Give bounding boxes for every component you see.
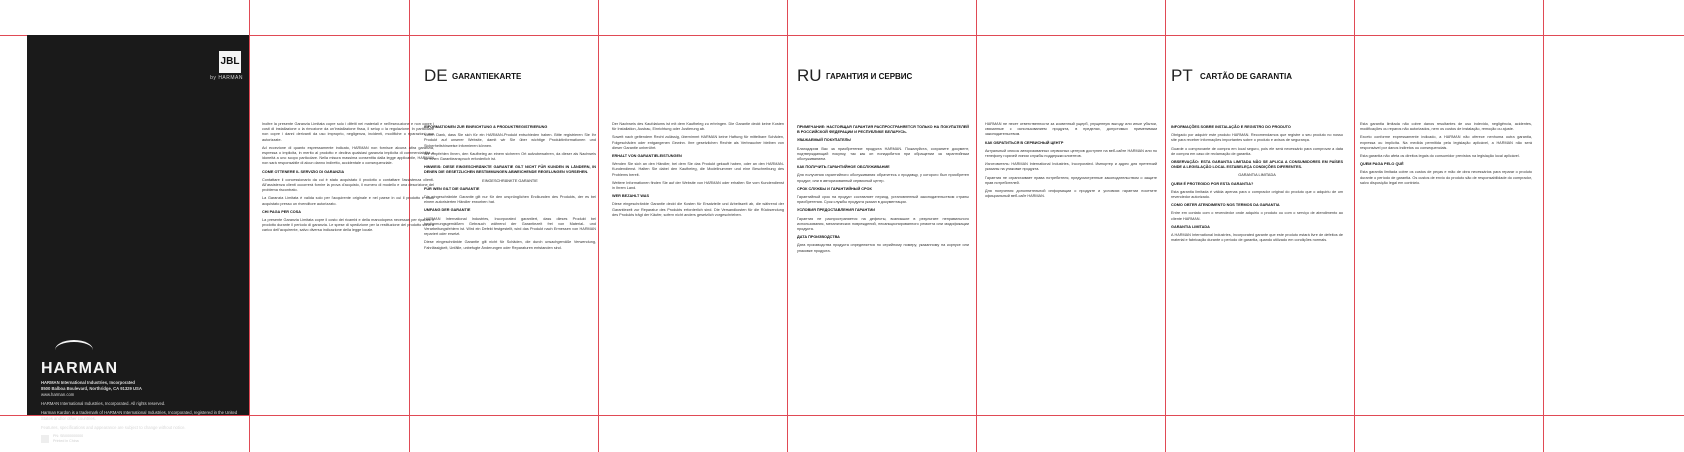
body-paragraph: Der Nachweis des Kaufdatums ist mit dem Kaufbeleg zu erbringen. Die Garantie deckt keine Kosten für Installation, Ausbau, Einrichtung oder Justierung ab. [612,122,784,132]
company-address: 8500 Balboa Boulevard, Northridge, CA 91329 USA [41,386,142,391]
section-heading: ERHALT VON GARANTIELEISTUNGEN [612,154,682,159]
fold-line-1 [249,0,250,452]
fold-line-6 [1165,0,1166,452]
fold-line-7 [1354,0,1355,452]
body-paragraph: Гарантийный срок на продукт составляет период, установленный законодательством страны приобретения. Срок службы продукта указан в документации. [797,195,969,205]
section-heading: КАК ОБРАТИТЬСЯ В СЕРВИСНЫЙ ЦЕНТР [985,140,1064,145]
section-heading: COME OTTENERE IL SERVIZIO DI GARANZIA [262,169,345,174]
section-heading: COMO OBTER ATENDIMENTO NOS TERMOS DA GARANTIA [1171,203,1280,208]
body-paragraph: Exceto conforme expressamente indicado, a HARMAN não oferece nenhuma outra garantia, expressa ou implícita. Na medida permitida pela legislação aplicável, a HARMAN não será responsável por danos indiretos ou consequenciais. [1360,135,1532,150]
fold-line-5 [976,0,977,452]
section-heading: INFORMATIONEN ZUR EINRICHTUNG & PRODUKTREGISTRIERUNG [424,125,548,129]
body-paragraph: Изготовитель: HARMAN International Industries, Incorporated. Импортер и адрес для претензий указаны на упаковке продукта. [985,162,1157,172]
section-heading: CHI PAGA PER COSA [262,209,302,214]
section-heading: QUEM É PROTEGIDO POR ESTA GARANTIA? [1171,181,1254,186]
fold-line-top [0,35,1684,36]
body-paragraph: Die eingeschränkte Garantie gilt nur für den ursprünglichen Endkunden des Produkts, der es bei einem autorisierten Händler erworben hat. [424,195,596,205]
body-paragraph: Obrigado por adquirir este produto HARMAN. Recomendamos que registre o seu produto no nosso site para receber informações importantes sobre o produto e avisos de segurança. [1171,133,1343,143]
jbl-byline: by HARMAN [210,75,243,81]
body-paragraph: HARMAN не несет ответственности за косвенный ущерб, упущенную выгоду или иные убытки, связанные с использованием продукта, в пределах, допустимых применимым законодательством. [985,122,1157,137]
text-column-pt [1171,122,1343,246]
text-column-ru [797,122,969,257]
body-paragraph: Diese eingeschränkte Garantie gilt nicht für Schäden, die durch unsachgemäße Verwendung, Fahrlässigkeit, Unfälle, unbefugte Änderungen oder Reparaturen entstanden sind. [424,240,596,250]
body-paragraph: La presente Garanzia Limitata copre il costo dei ricambi e della manodopera necessari per riparare il prodotto durante il periodo di garanzia. Le spese di spedizione per la restituzione del prodotto sono a carico dell'acquirente, salvo diversa indicazione della legge locale. [262,218,434,233]
body-paragraph: Wenden Sie sich an den Händler, bei dem Sie das Produkt gekauft haben, oder an den HARMAN-Kundendienst. Halten Sie dabei den Kaufbeleg, die Modellnummer und eine Beschreibung des Problems bereit. [612,162,784,177]
fold-line-3 [598,0,599,452]
body-paragraph: La Garanzia Limitata è valida solo per l'acquirente originale e nel paese in cui il prodotto è stato acquistato presso un rivenditore autorizzato. [262,196,434,206]
text-column-ru-2 [985,122,1157,202]
section-heading: EINGESCHRÄNKTE GARANTIE [482,178,538,183]
section-heading: UMFANG DER GARANTIE [424,208,471,213]
section-heading: OBSERVAÇÃO: ESTA GARANTIA LIMITADA NÃO SE APLICA A CONSUMIDORES EM PAÍSES ONDE A LEGISLAÇÃO LOCAL ESTABELEÇA CONDIÇÕES DIFERENTES. [1171,160,1343,170]
qr-code-icon [41,435,49,443]
section-heading: ДАТА ПРОИЗВОДСТВА [797,235,840,240]
body-paragraph: Wir empfehlen Ihnen, den Kaufbeleg an einem sicheren Ort aufzubewahren, da dieser als Nachweis für einen Garantieanspruch erforderlich ist. [424,151,596,162]
section-title-ru: ГАРАНТИЯ И СЕРВИС [826,72,913,81]
text-column-de [424,122,596,254]
section-heading: СРОК СЛУЖБЫ И ГАРАНТИЙНЫЙ СРОК [797,186,872,191]
body-paragraph: Inoltre la presente Garanzia Limitata copre solo i difetti nei materiali e nell'esecuzione e non copre i costi di installazione o la rimozione da un'installazione fissa, il setup o la regolazione. In particolare non copre i danni derivanti da uso improprio, negligenza, incidenti, modifiche o riparazioni non autorizzate. [262,122,434,142]
change-notice: Features, specifications and appearance are subject to change without notice. [41,425,186,430]
section-heading: КАК ПОЛУЧИТЬ ГАРАНТИЙНОЕ ОБСЛУЖИВАНИЕ [797,165,890,170]
text-column-pt-2 [1360,122,1532,189]
section-title-pt: CARTÃO DE GARANTIA [1200,72,1292,81]
fold-line-4 [787,0,788,452]
body-paragraph: Дата производства продукта определяется по серийному номеру, указанному на корпусе или упаковке продукта. [797,243,969,253]
body-paragraph: Diese eingeschränkte Garantie deckt die Kosten für Ersatzteile und Arbeitszeit ab, die während der Garantiezeit zur Reparatur des Produkts erforderlich sind. Die Versandkosten für die Rücksendung des Produkts trägt der Käufer, sofern nicht anders gesetzlich vorgeschrieben. [612,202,784,217]
section-heading: INFORMAÇÕES SOBRE INSTALAÇÃO E REGISTRO DO PRODUTO [1171,125,1291,129]
part-info [53,434,83,443]
body-paragraph: Для получения гарантийного обслуживания обратитесь к продавцу, у которого был приобретен продукт, или в авторизованный сервисный центр. [797,173,969,183]
body-paragraph: Guarde o comprovante de compra em local seguro, pois ele será necessário para comprovar a data de compra em caso de reclamação de garantia. [1171,146,1343,156]
body-paragraph: Soweit nach geltendem Recht zulässig, übernimmt HARMAN keine Haftung für mittelbare Schäden, Folgeschäden oder entgangenen Gewinn. Ihre gesetzlichen Rechte als Verbraucher bleiben von dieser Garantie unberührt. [612,135,784,150]
body-paragraph: Entre em contato com o revendedor onde adquiriu o produto ou com o serviço de atendimento ao cliente HARMAN. [1171,211,1343,221]
body-paragraph: Гарантия не распространяется на дефекты, возникшие в результате неправильного использования, механических повреждений, несанкционированного ремонта или модификации продукта. [797,216,969,232]
body-paragraph: Esta garantia limitada cobre os custos de peças e mão de obra necessários para reparar o produto durante o período de garantia. Os custos de envio do produto são de responsabilidade do comprador, salvo disposição legal em contrário. [1360,170,1532,185]
section-heading: ПРИМЕЧАНИЕ: НАСТОЯЩАЯ ГАРАНТИЯ РАСПРОСТРАНЯЕТСЯ ТОЛЬКО НА ПОКУПАТЕЛЕЙ В РОССИЙСКОЙ ФЕДЕРАЦИИ И РЕСПУБЛИКЕ БЕЛАРУСЬ. [797,125,969,135]
print-origin: Printed in China [53,438,79,443]
company-name: HARMAN International Industries, Incorporated [41,380,135,385]
section-heading: QUEM PAGA PELO QUÊ [1360,162,1404,167]
body-paragraph: Vielen Dank, dass Sie sich für ein HARMAN-Produkt entschieden haben. Bitte registrieren Sie Ihr Produkt auf unserer Website, damit wir Sie über wichtige Produktinformationen und Sicherheitshinweise informieren können. [424,133,596,148]
body-paragraph: A HARMAN International Industries, Incorporated garante que este produto estará livre de defeitos de material e fabricação durante o período de garantia, quando utilizado em condições normais. [1171,233,1343,243]
body-paragraph: Ad eccezione di quanto espressamente indicato, HARMAN non fornisce alcuna altra garanzia, espressa o implicita, in merito al prodotto e declina qualsiasi garanzia implicita di commerciabilità o idoneità a uno scopo particolare. Nella misura massima consentita dalla legge applicabile, HARMAN non sarà responsabile di alcun danno indiretto, accidentale o consequenziale. [262,145,434,166]
section-heading: GARANTIA LIMITADA [1171,224,1210,229]
lang-code-de: DE [424,66,448,85]
body-paragraph: Esta garantia limitada não cobre danos resultantes de uso indevido, negligência, acidentes, modificações ou reparos não autorizados, nem os custos de instalação, remoção ou ajuste. [1360,122,1532,132]
body-paragraph: HARMAN International Industries, Incorporated garantiert, dass dieses Produkt bei bestimmungsgemäßem Gebrauch während der Garantiezeit frei von Material- und Verarbeitungsfehlern ist. Wird ein Defekt festgestellt, wird das Produkt nach Ermessen von HARMAN repariert oder ersetzt. [424,216,596,237]
jbl-logo: JBL [219,51,241,73]
company-info [41,380,241,434]
company-website: www.harman.com [41,392,75,397]
lang-code-ru: RU [797,66,822,85]
body-paragraph: Актуальный список авторизованных сервисных центров доступен на веб-сайте HARMAN или по телефону горячей линии службы поддержки клиентов. [985,148,1157,159]
body-paragraph: Esta garantia não afeta os direitos legais do consumidor previstos na legislação local aplicável. [1360,154,1520,159]
section-heading: GARANTIA LIMITADA [1238,173,1276,178]
trademark-line: Harman Kardon is a trademark of HARMAN International Industries, Incorporated, registered in the United States and/or other countries. [41,410,238,421]
body-paragraph: Для получения дополнительной информации о продукте и условиях гарантии посетите официальный веб-сайт HARMAN. [985,189,1157,199]
body-paragraph: Гарантия не ограничивает права потребителя, предусмотренные законодательством о защите прав потребителей. [985,175,1157,185]
text-column-it [262,122,434,237]
body-paragraph: Esta garantia limitada é válida apenas para o comprador original do produto que o adquiriu de um revendedor autorizado. [1171,189,1343,200]
back-cover-panel [27,35,249,443]
body-paragraph: Благодарим Вас за приобретение продукта HARMAN. Пожалуйста, сохраните документ, подтверждающий покупку, так как он понадобится при обращении за гарантийным обслуживанием. [797,146,969,162]
text-column-de-2 [612,122,784,221]
harman-logo: HARMAN [41,360,119,377]
body-paragraph: Weitere Informationen finden Sie auf der Website von HARMAN oder erhalten Sie vom Kundendienst in Ihrem Land. [612,180,784,191]
section-heading: HINWEIS: DIESE EINGESCHRÄNKTE GARANTIE GILT NICHT FÜR KUNDEN IN LÄNDERN, IN DENEN DIE GESETZLICHEN BESTIMMUNGEN ABWEICHENDE REGELUNGEN VORSEHEN. [424,165,596,175]
fold-line-8 [1543,0,1544,452]
section-heading: УСЛОВИЯ ПРЕДОСТАВЛЕНИЯ ГАРАНТИИ [797,208,876,213]
body-paragraph: Contattare il concessionario da cui è stato acquistato il prodotto o contattare l'assistenza clienti. All'assistenza clienti occorrerà fornire la prova d'acquisto, il numero di modello e una descrizione del problema riscontrato. [262,177,434,193]
fold-line-bottom [0,415,1684,416]
section-heading: FÜR WEN GILT DIE GARANTIE [424,186,480,191]
section-title-de: GARANTIEKARTE [452,72,522,81]
lang-code-pt: PT [1171,66,1193,85]
part-number: PN: SBX00000000 [53,434,84,438]
section-heading: WER BEZAHLT WAS [612,194,650,199]
harman-logo-arc [55,340,93,360]
copyright-line: HARMAN International Industries, Incorporated. All rights reserved. [41,401,166,406]
section-heading: УВАЖАЕМЫЙ ПОКУПАТЕЛЬ! [797,138,852,143]
